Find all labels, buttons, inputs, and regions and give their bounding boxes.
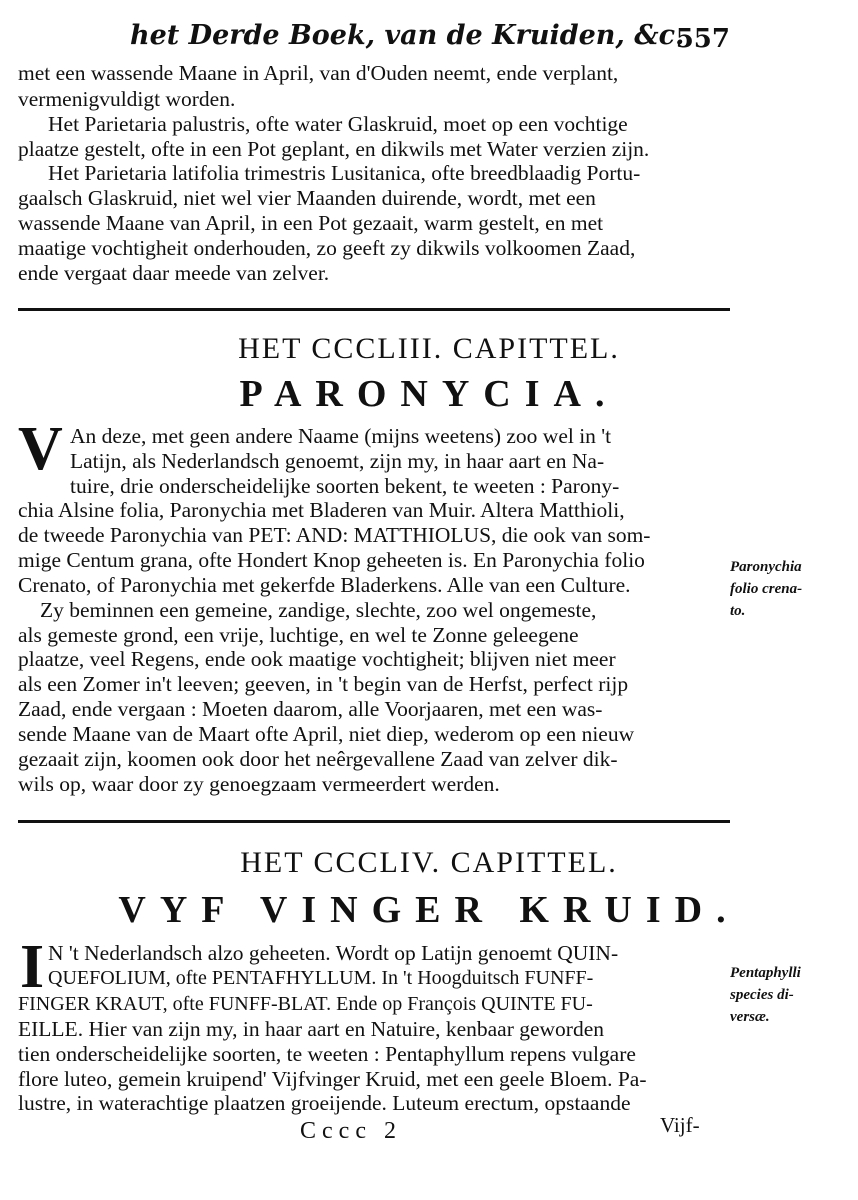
intro-line: maatige vochtigheit onderhouden, zo geeft zy dikwils volkoomen Zaad, <box>18 236 636 260</box>
drop-capital: V <box>18 415 63 483</box>
chapter-line: mige Centum grana, ofte Hondert Knop geheeten is. En Paronychia folio <box>18 548 645 572</box>
intro-line: vermenigvuldigt worden. <box>18 87 236 111</box>
chapter-heading: HET CCCLIII. CAPITTEL. <box>238 332 620 365</box>
chapter-line: tuire, drie onderscheidelijke soorten bekent, te weeten : Parony- <box>70 474 620 498</box>
margin-note <box>730 962 840 1028</box>
margin-note-line: folio crena- <box>730 581 803 597</box>
chapter-line: Zaad, ende vergaan : Moeten daarom, alle Voorjaaren, met een was- <box>18 697 603 721</box>
intro-line: gaalsch Glaskruid, niet wel vier Maanden duirende, wordt, met een <box>18 186 596 210</box>
page-number: 557 <box>675 24 730 54</box>
chapter-line: als een Zomer in't leeven; geeven, in 't begin van de Herfst, perfect rijp <box>18 672 629 696</box>
chapter-line: FINGER KRAUT, ofte FUNFF-BLAT. Ende op François QUINTE FU- <box>18 993 593 1015</box>
chapter-line: gezaait zijn, koomen ook door het neêrgevallene Zaad van zelver dik- <box>18 747 618 771</box>
intro-line: plaatze gestelt, ofte in een Pot geplant, en dikwils met Water verzien zijn. <box>18 137 650 161</box>
chapter-line: lustre, in waterachtige plaatzen groeijende. Luteum erectum, opstaande <box>18 1091 631 1115</box>
chapter-line: Latijn, als Nederlandsch genoemt, zijn my, in haar aart en Na- <box>70 449 605 473</box>
chapter-line: de tweede Paronychia van PET: AND: MATTHIOLUS, die ook van som- <box>18 523 651 547</box>
chapter-line: sende Maane van de Maart ofte April, niet diep, wederom op een nieuw <box>18 722 635 746</box>
signature-mark: Cccc 2 <box>300 1118 402 1144</box>
chapter-line: Crenato, of Paronychia met gekerfde Bladerkens. Alle van een Culture. <box>18 573 631 597</box>
chapter-line: chia Alsine folia, Paronychia met Bladeren van Muir. Altera Matthioli, <box>18 498 625 522</box>
chapter-line: EILLE. Hier van zijn my, in haar aart en Natuire, kenbaar geworden <box>18 1017 605 1041</box>
chapter-line: plaatze, veel Regens, ende ook maatige vochtigheit; blijven niet meer <box>18 647 616 671</box>
intro-line: wassende Maane van April, in een Pot gezaait, warm gestelt, en met <box>18 211 604 235</box>
margin-note-line: to. <box>730 603 746 619</box>
chapter-title: VYF VINGER KRUID. <box>118 889 740 931</box>
intro-line: Het Parietaria palustris, ofte water Glaskruid, moet op een vochtige <box>48 112 628 136</box>
chapter-title: PARONYCIA. <box>239 373 619 415</box>
running-head <box>130 18 730 58</box>
intro-line: ende vergaat daar meede van zelver. <box>18 261 330 285</box>
chapter-heading: HET CCCLIV. CAPITTEL. <box>240 846 618 879</box>
chapter-line: An deze, met geen andere Naame (mijns weetens) zoo wel in 't <box>70 424 612 448</box>
chapter-line: N 't Nederlandsch alzo geheeten. Wordt op Latijn genoemt QUIN- <box>48 941 619 965</box>
margin-note <box>730 556 840 622</box>
chapter-line: tien onderscheidelijke soorten, te weeten : Pentaphyllum repens vulgare <box>18 1042 636 1066</box>
intro-line: met een wassende Maane in April, van d'Ouden neemt, ende verplant, <box>18 61 619 85</box>
chapter-line: als gemeste grond, een vrije, luchtige, en wel te Zonne geleegene <box>18 623 579 647</box>
chapter-line: Zy beminnen een gemeine, zandige, slechte, zoo wel ongemeste, <box>40 598 597 622</box>
intro-line: Het Parietaria latifolia trimestris Lusitanica, ofte breedblaadig Portu- <box>48 161 641 185</box>
drop-capital: I <box>20 933 45 1001</box>
section-rule <box>18 308 730 311</box>
margin-note-line: species di- <box>730 987 794 1003</box>
running-head-title: het Derde Boek, van de Kruiden, &c. <box>130 20 685 51</box>
catchword: Vijf- <box>660 1113 700 1137</box>
margin-note-line: Paronychia <box>730 559 802 575</box>
section-rule <box>18 820 730 823</box>
chapter-line: flore luteo, gemein kruipend' Vijfvinger Kruid, met een geele Bloem. Pa- <box>18 1067 647 1091</box>
chapter-line: wils op, waar door zy genoegzaam vermeerdert werden. <box>18 772 500 796</box>
chapter-line: QUEFOLIUM, ofte PENTAFHYLLUM. In 't Hoogduitsch FUNFF- <box>48 967 594 989</box>
margin-note-line: Pentaphylli <box>730 965 801 981</box>
margin-note-line: versæ. <box>730 1009 770 1025</box>
